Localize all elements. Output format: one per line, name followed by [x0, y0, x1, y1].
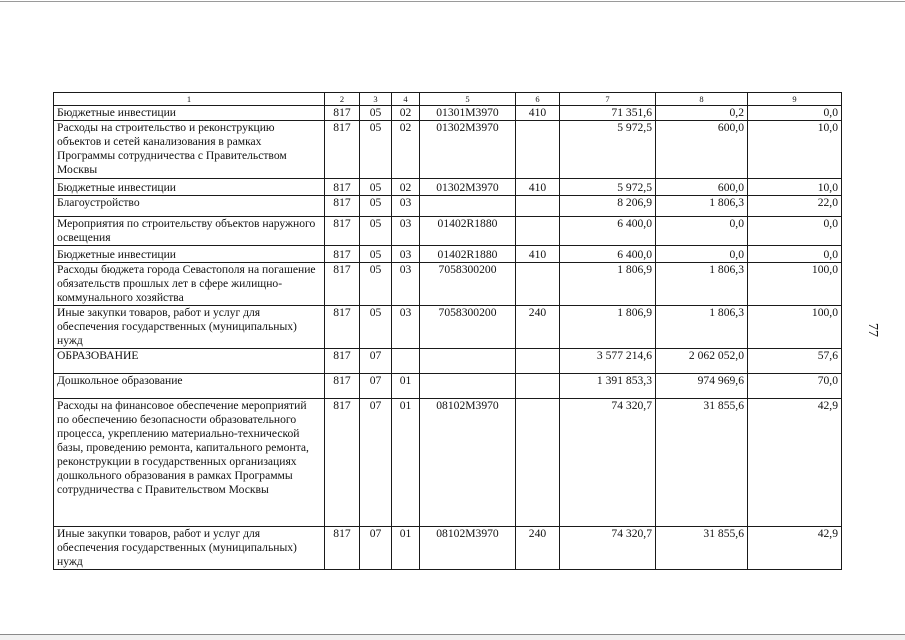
cell-plan: 1 806,9 — [560, 306, 656, 349]
cell-code: 817 — [325, 217, 360, 246]
header-cell: 6 — [516, 93, 560, 106]
cell-section: 07 — [360, 399, 392, 527]
cell-fact: 0,0 — [656, 217, 748, 246]
header-cell: 7 — [560, 93, 656, 106]
cell-subsection: 03 — [392, 246, 420, 263]
cell-code: 817 — [325, 399, 360, 527]
cell-percent: 0,0 — [748, 217, 842, 246]
cell-fact: 0,0 — [656, 246, 748, 263]
cell-subsection: 03 — [392, 217, 420, 246]
cell-fact: 600,0 — [656, 179, 748, 196]
cell-type — [516, 217, 560, 246]
cell-fact: 1 806,3 — [656, 196, 748, 217]
cell-subsection: 01 — [392, 374, 420, 399]
cell-fact: 1 806,3 — [656, 306, 748, 349]
cell-percent: 42,9 — [748, 527, 842, 570]
cell-target: 01302М3970 — [420, 121, 516, 179]
cell-target: 7058300200 — [420, 263, 516, 306]
cell-type — [516, 263, 560, 306]
cell-target: 08102М3970 — [420, 527, 516, 570]
page-number: 77 — [865, 323, 880, 337]
cell-subsection: 01 — [392, 527, 420, 570]
cell-subsection: 02 — [392, 106, 420, 121]
budget-table — [53, 92, 842, 570]
cell-fact: 31 855,6 — [656, 399, 748, 527]
cell-code: 817 — [325, 246, 360, 263]
cell-name: Дошкольное образование — [54, 374, 325, 399]
cell-section: 05 — [360, 263, 392, 306]
cell-code: 817 — [325, 196, 360, 217]
cell-percent: 10,0 — [748, 121, 842, 179]
cell-type — [516, 349, 560, 374]
cell-name: Бюджетные инвестиции — [54, 106, 325, 121]
cell-section: 05 — [360, 306, 392, 349]
cell-target — [420, 196, 516, 217]
cell-target — [420, 349, 516, 374]
cell-percent: 70,0 — [748, 374, 842, 399]
cell-percent: 10,0 — [748, 179, 842, 196]
cell-name: Расходы на строительство и реконструкцию объектов и сетей канализования в рамках Программы сотрудничества с Правительством Москвы — [54, 121, 325, 179]
cell-percent: 100,0 — [748, 263, 842, 306]
cell-name: Бюджетные инвестиции — [54, 246, 325, 263]
cell-name: ОБРАЗОВАНИЕ — [54, 349, 325, 374]
cell-plan: 3 577 214,6 — [560, 349, 656, 374]
cell-subsection: 03 — [392, 263, 420, 306]
cell-section: 05 — [360, 196, 392, 217]
cell-fact: 2 062 052,0 — [656, 349, 748, 374]
cell-subsection: 03 — [392, 306, 420, 349]
cell-plan: 6 400,0 — [560, 217, 656, 246]
cell-plan: 1 391 853,3 — [560, 374, 656, 399]
cell-fact: 1 806,3 — [656, 263, 748, 306]
cell-fact: 0,2 — [656, 106, 748, 121]
cell-section: 05 — [360, 179, 392, 196]
table-header-row — [54, 93, 842, 106]
header-cell: 8 — [656, 93, 748, 106]
cell-type: 410 — [516, 179, 560, 196]
table-row — [54, 349, 842, 374]
table-row — [54, 527, 842, 570]
table-row — [54, 263, 842, 306]
table-row — [54, 121, 842, 179]
cell-section: 05 — [360, 246, 392, 263]
cell-type: 410 — [516, 246, 560, 263]
cell-code: 817 — [325, 121, 360, 179]
cell-type — [516, 196, 560, 217]
cell-section: 05 — [360, 217, 392, 246]
cell-name: Иные закупки товаров, работ и услуг для обеспечения государственных (муниципальных) нужд — [54, 527, 325, 570]
cell-name: Мероприятия по строительству объектов наружного освещения — [54, 217, 325, 246]
cell-subsection: 03 — [392, 196, 420, 217]
cell-plan: 5 972,5 — [560, 121, 656, 179]
cell-target: 01301М3970 — [420, 106, 516, 121]
cell-percent: 0,0 — [748, 106, 842, 121]
cell-code: 817 — [325, 179, 360, 196]
cell-target: 01402R1880 — [420, 246, 516, 263]
cell-type: 410 — [516, 106, 560, 121]
header-cell: 4 — [392, 93, 420, 106]
cell-target: 08102М3970 — [420, 399, 516, 527]
cell-plan: 1 806,9 — [560, 263, 656, 306]
cell-plan: 5 972,5 — [560, 179, 656, 196]
cell-plan: 74 320,7 — [560, 399, 656, 527]
cell-percent: 0,0 — [748, 246, 842, 263]
cell-code: 817 — [325, 306, 360, 349]
cell-section: 05 — [360, 106, 392, 121]
cell-percent: 100,0 — [748, 306, 842, 349]
cell-target: 01302М3970 — [420, 179, 516, 196]
cell-type — [516, 374, 560, 399]
scan-top-edge — [0, 1, 905, 2]
cell-subsection: 02 — [392, 179, 420, 196]
cell-plan: 8 206,9 — [560, 196, 656, 217]
cell-code: 817 — [325, 527, 360, 570]
cell-target: 7058300200 — [420, 306, 516, 349]
cell-section: 05 — [360, 121, 392, 179]
cell-percent: 42,9 — [748, 399, 842, 527]
header-cell: 2 — [325, 93, 360, 106]
cell-name: Расходы бюджета города Севастополя на погашение обязательств прошлых лет в сфере жилищно-коммунального хозяйства — [54, 263, 325, 306]
cell-name: Бюджетные инвестиции — [54, 179, 325, 196]
cell-fact: 600,0 — [656, 121, 748, 179]
cell-plan: 74 320,7 — [560, 527, 656, 570]
cell-name: Благоустройство — [54, 196, 325, 217]
table-row — [54, 306, 842, 349]
cell-type: 240 — [516, 527, 560, 570]
cell-subsection: 02 — [392, 121, 420, 179]
cell-section: 07 — [360, 527, 392, 570]
cell-plan: 6 400,0 — [560, 246, 656, 263]
cell-code: 817 — [325, 263, 360, 306]
cell-fact: 31 855,6 — [656, 527, 748, 570]
cell-code: 817 — [325, 349, 360, 374]
table-row — [54, 196, 842, 217]
cell-subsection: 01 — [392, 399, 420, 527]
header-cell: 9 — [748, 93, 842, 106]
table-row — [54, 179, 842, 196]
table-row — [54, 217, 842, 246]
scan-bottom-shade — [0, 635, 905, 640]
table-row — [54, 106, 842, 121]
cell-target — [420, 374, 516, 399]
cell-section: 07 — [360, 349, 392, 374]
cell-section: 07 — [360, 374, 392, 399]
table-row — [54, 246, 842, 263]
table-row — [54, 374, 842, 399]
cell-name: Расходы на финансовое обеспечение мероприятий по обеспечению безопасности образовательного процесса, укреплению материально-технической базы, проведению ремонта, капитального ремонта, реконструкции в государственных организациях дошкольного образования в рамках Программы сотрудничества с Правительством Москвы — [54, 399, 325, 527]
cell-percent: 22,0 — [748, 196, 842, 217]
cell-type — [516, 121, 560, 179]
header-cell: 3 — [360, 93, 392, 106]
cell-plan: 71 351,6 — [560, 106, 656, 121]
cell-type: 240 — [516, 306, 560, 349]
header-cell: 5 — [420, 93, 516, 106]
cell-type — [516, 399, 560, 527]
cell-fact: 974 969,6 — [656, 374, 748, 399]
cell-percent: 57,6 — [748, 349, 842, 374]
header-cell: 1 — [54, 93, 325, 106]
table-row — [54, 399, 842, 527]
cell-code: 817 — [325, 106, 360, 121]
cell-name: Иные закупки товаров, работ и услуг для обеспечения государственных (муниципальных) нужд — [54, 306, 325, 349]
cell-target: 01402R1880 — [420, 217, 516, 246]
cell-subsection — [392, 349, 420, 374]
cell-code: 817 — [325, 374, 360, 399]
